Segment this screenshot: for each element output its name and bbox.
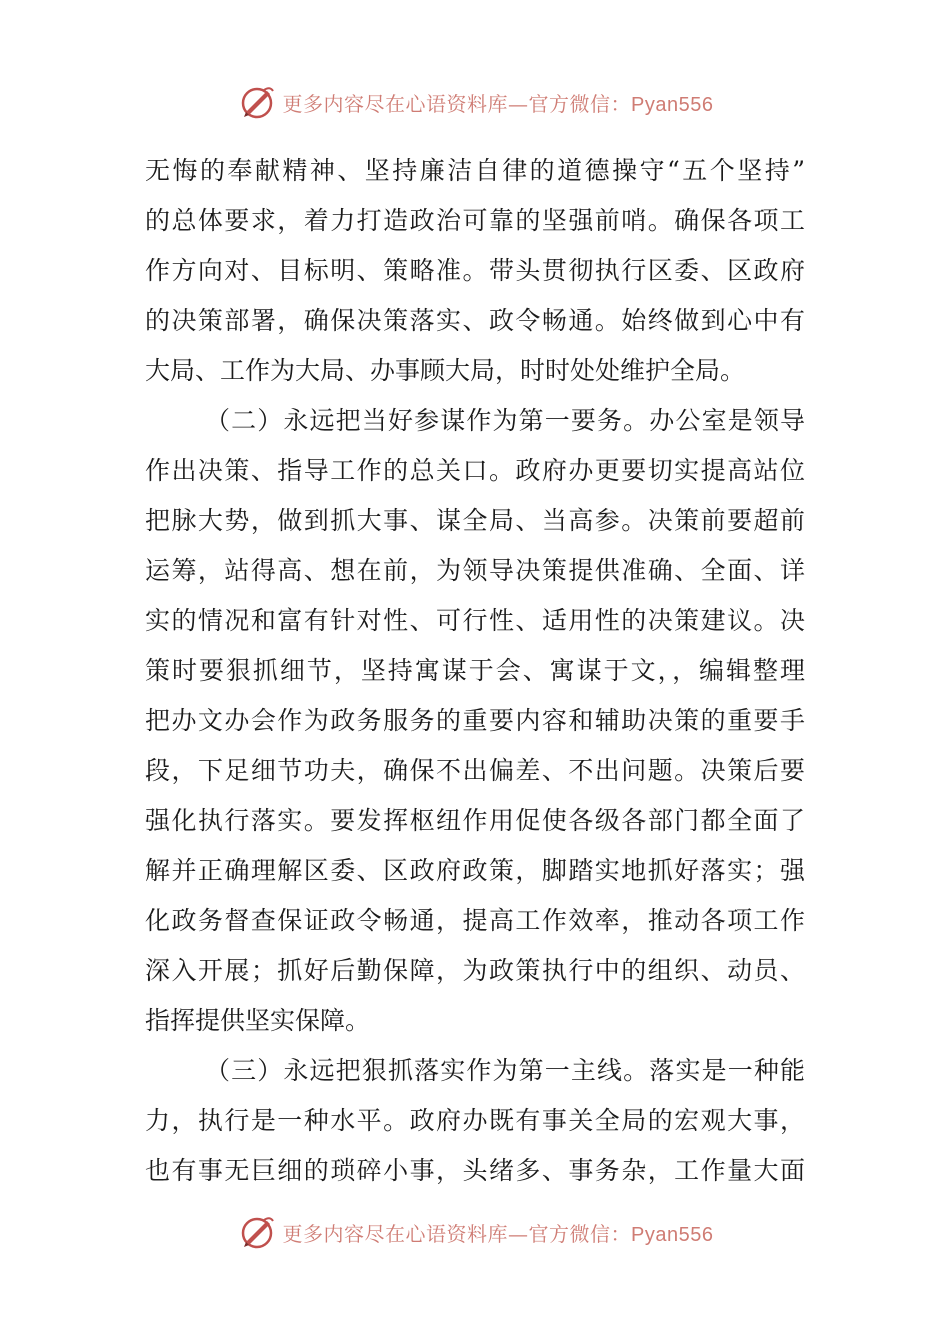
text-line: 强化执行落实。要发挥枢纽作用促使各级各部门都全面了	[145, 806, 805, 835]
text-line: 化政务督查保证政令畅通，提高工作效率，推动各项工作	[145, 906, 805, 935]
text-line: 解并正确理解区委、区政府政策，脚踏实地抓好落实；强	[145, 856, 805, 885]
footer-watermark	[0, 1210, 950, 1254]
pen-circle-logo-icon	[237, 82, 277, 122]
section-heading-line: （三）永远把狠抓落实作为第一主线。落实是一种能	[205, 1056, 805, 1085]
text-line: 把脉大势，做到抓大事、谋全局、当高参。决策前要超前	[145, 506, 805, 535]
text-line: 的总体要求，着力打造政治可靠的坚强前哨。确保各项工	[145, 206, 805, 235]
text-line: 大局、工作为大局、办事顾大局，时时处处维护全局。	[145, 356, 746, 385]
text-line: 作出决策、指导工作的总关口。政府办更要切实提高站位	[145, 456, 805, 485]
wechat-id: Pyan556	[631, 1223, 714, 1246]
pen-circle-logo-icon	[237, 1212, 277, 1252]
text-line: 策时要狠抓细节，坚持寓谋于会、寓谋于文，，编辑整理	[145, 656, 805, 685]
text-line: 实的情况和富有针对性、可行性、适用性的决策建议。决	[145, 606, 805, 635]
wechat-id: Pyan556	[631, 93, 714, 116]
text-line: 无悔的奉献精神、坚持廉洁自律的道德操守“五个坚持”	[145, 156, 805, 185]
text-line: 运筹，站得高、想在前，为领导决策提供准确、全面、详	[145, 556, 805, 585]
text-line: 的决策部署，确保决策落实、政令畅通。始终做到心中有	[145, 306, 805, 335]
watermark-text: 更多内容尽在心语资料库—官方微信：Pyan556	[282, 1221, 714, 1246]
watermark-text: 更多内容尽在心语资料库—官方微信：Pyan556	[282, 91, 714, 116]
text-line: 也有事无巨细的琐碎小事，头绪多、事务杂，工作量大面	[145, 1156, 805, 1185]
header-watermark	[0, 80, 950, 124]
text-line: 深入开展；抓好后勤保障，为政策执行中的组织、动员、	[145, 956, 805, 985]
text-line: 力，执行是一种水平。政府办既有事关全局的宏观大事，	[145, 1106, 805, 1135]
text-line: 段，下足细节功夫，确保不出偏差、不出问题。决策后要	[145, 756, 805, 785]
document-body	[145, 146, 805, 1196]
text-line: 作方向对、目标明、策略准。带头贯彻执行区委、区政府	[145, 256, 805, 285]
text-line: 指挥提供坚实保障。	[145, 1006, 371, 1035]
section-heading-line: （二）永远把当好参谋作为第一要务。办公室是领导	[205, 406, 805, 435]
text-line: 把办文办会作为政务服务的重要内容和辅助决策的重要手	[145, 706, 805, 735]
